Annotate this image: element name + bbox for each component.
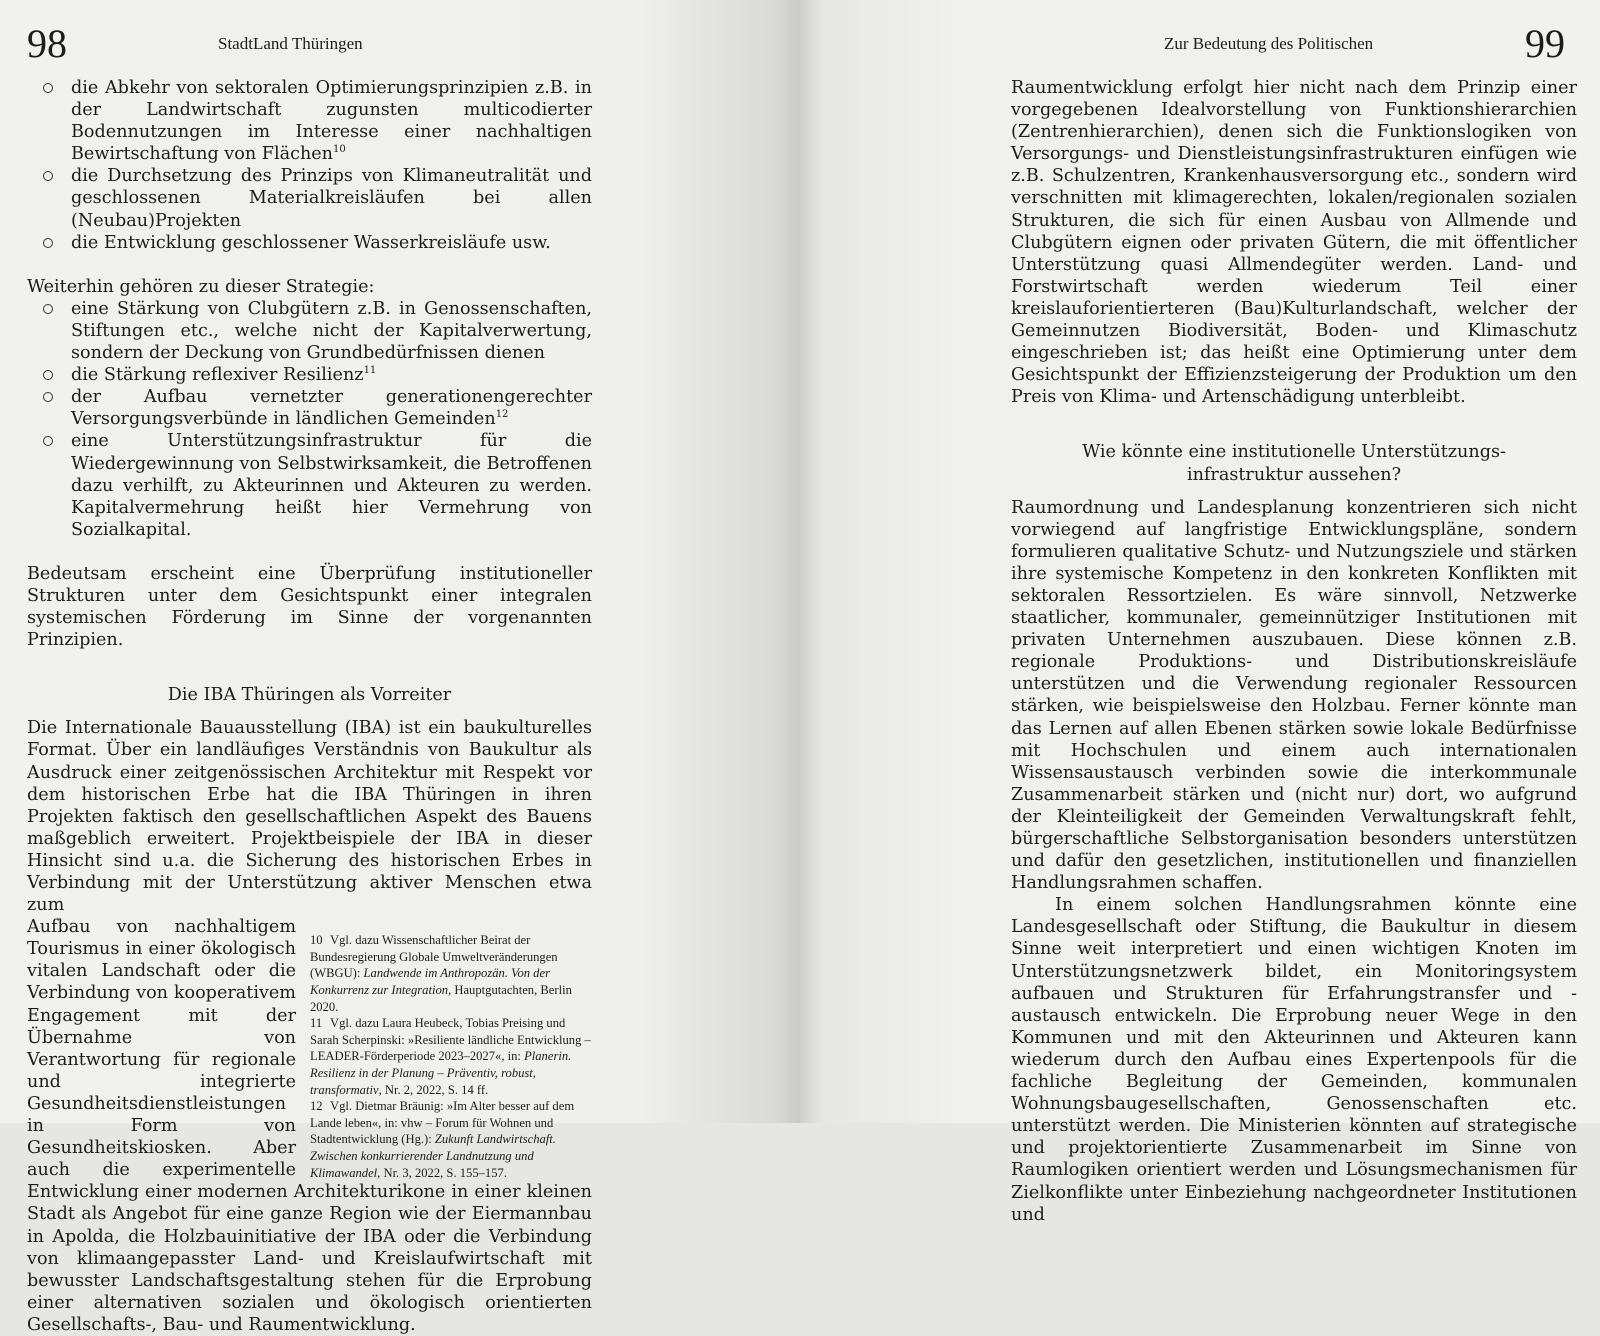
list-item: der Aufbau vernetzter generationengerechter Versorgungsverbünde in ländlichen Gemeinden$^{12}$ <box>27 386 592 430</box>
running-head-left: StadtLand Thüringen <box>218 34 363 53</box>
strategy-intro: Weiterhin gehören zu dieser Strategie: <box>27 276 375 297</box>
list-item: die Stärkung reflexiver Resilienz$^{11}$ <box>27 364 592 386</box>
paragraph: In einem solchen Handlungsrahmen könnte eine Landesgesellschaft oder Stiftung, die Baukultur in diesem Sinne weit interpretiert und einen wichtigen Knoten im Unterstützungsnetzwerk bildet, ein Monitoringsystem aufbauen und Strukturen für Erfahrungstransfer und -austausch entwickeln. Die Erprobung neuer Wege in den Kommunen und mit den Akteurinnen und Akteuren kann wiederum durch den Aufbau eines Expertenpools für die fachliche Begleitung der Gemeinden, kommunalen Wohnungsbaugesellschaften, Genossenschaften etc. unterstützt werden. Die Ministerien könnten auf strategische und projektorientierte Zusammenarbeit im Sinne von Raumlogiken orientiert werden und Lösungsmechanismen für Zielkonflikte unter Einbeziehung nachgeordneter Institutionen und <box>1011 895 1577 1225</box>
left-text-column <box>27 77 592 1336</box>
footnotes <box>310 916 592 1181</box>
list-item: die Durchsetzung des Prinzips von Klimaneutralität und geschlossenen Materialkreisläufen bei allen (Neubau)Projekten <box>27 165 592 231</box>
bullet-list-principles <box>27 77 592 254</box>
footnote-ref: 12 <box>495 409 509 421</box>
footnote: 11 Vgl. dazu Laura Heubeck, Tobias Preising und Sarah Scherpinski: »Resiliente ländliche Entwicklung – LEADER-Förderperiode 2023–2027«, in: Planerin. Resilienz in der Planung – Präventiv, robust, transformativ, Nr. 2, 2022, S. 14 ff. <box>310 1016 591 1097</box>
footnote: 12 Vgl. Dietmar Bräunig: »Im Alter besser auf dem Lande leben«, in: vhw – Forum für Wohnen und Stadtentwicklung (Hg.): Zukunft Landwirtschaft. Zwischen konkurrierender Landnutzung und Klimawandel, Nr. 3, 2022, S. 155–157. <box>310 1099 575 1180</box>
page-number-left: 98 <box>27 21 67 66</box>
paragraph: Raumordnung und Landesplanung konzentrieren sich nicht vorwiegend auf langfristige Entwicklungspläne, sondern formulieren qualitative Schutz- und Nutzungsziele und stärken ihre systemische Kompetenz in den konkreten Konflikten mit sektoralen Ressortzielen. Es wäre sinnvoll, Netzwerke staatlicher, kommunaler, gemeinnütziger Institutionen mit privaten Unternehmen auszubauen. Diese können z.B. regionale Produktions- und Distributionskreisläufe unterstützen und die Verwendung regionaler Ressourcen stärken, wie beispielsweise den Holzbau. Ferner könnte man das Lernen auf allen Ebenen stärken sowie lokale Bedürfnisse mit Hochschulen und einem auch internationalen Wissensaustausch verbinden sowie die interkommunale Zusammenarbeit stärken und (nicht nur) dort, wo aufgrund der Kleinteiligkeit der Gemeinden Verwaltungskraft fehlt, bürgerschaftliche Selbstorganisation besonders unterstützen und dafür den gesetzlichen, institutionellen und finanziellen Handlungsrahmen schaffen. <box>1011 497 1577 894</box>
paragraph: Bedeutsam erscheint eine Überprüfung institutioneller Strukturen unter dem Gesichtspunkt einer integralen systemischen Förderung im Sinne der vorgenannten Prinzipien. <box>27 563 592 651</box>
heading-line: infrastruktur aussehen? <box>1186 464 1402 485</box>
right-text-column <box>1011 77 1577 1226</box>
list-item: eine Stärkung von Clubgütern z.B. in Genossenschaften, Stiftungen etc., welche nicht der Kapitalverwertung, sondern der Deckung von Grundbedürfnissen dienen <box>27 298 592 364</box>
footnote: 10 Vgl. dazu Wissenschaftlicher Beirat der Bundesregierung Globale Umweltveränderungen (WBGU): Landwende im Anthropozän. Von der Konkurrenz zur Integration, Hauptgutachten, Berlin 2020. <box>310 933 572 1014</box>
iba-wrap-block <box>27 916 592 1336</box>
footnote-ref: 10 <box>333 144 346 156</box>
footnote-ref: 11 <box>363 365 377 377</box>
paragraph: Raumentwicklung erfolgt hier nicht nach dem Prinzip einer vorgegebenen Idealvorstellung von Funktionshierarchien (Zentrenhierarchien), denen sich die Funktionslogiken von Versorgungs- und Dienstleistungsinfrastrukturen einfügen wie z.B. Schulzentren, Krankenhausversorgung etc., sondern wird verschnitten mit klimagerechten, lokalen/regionalen sozialen Strukturen, die sich für einen Ausbau von Allmende und Clubgütern eignen oder privaten Gütern, die mit öffentlicher Unterstützung quasi Allmendegüter werden. Land- und Forstwirtschaft werden wiederum Teil einer kreislauforientierteren (Bau)Kulturlandschaft, welcher der Gemeinnutzen Biodiversität, Boden- und Klimaschutz eingeschrieben ist; das heißt eine Optimierung unter dem Gesichtspunkt der Effizienzsteigerung der Produktion um den Preis von Klima- und Artenschädigung unterbleibt. <box>1011 78 1577 408</box>
list-item: die Entwicklung geschlossener Wasserkreisläufe usw. <box>27 232 592 254</box>
paragraph-iba-bottom: Aufbau von nachhaltigem Tourismus in einer ökologisch vitalen Landschaft oder die Verbindung von kooperativem Engagement mit der Übernahme von Verantwortung für regionale und integrierte Gesundheitsdienstleistungen in Form von Gesundheitskiosken. Aber auch die experimentelle Entwicklung einer modernen Architekturikone in einer kleinen Stadt als Angebot für eine ganze Region wie der Eiermannbau in Apolda, die Holzbauinitiative der IBA oder die Verbindung von klimaangepasster Land- und Kreislaufwirtschaft mit bewusster Landschaftsgestaltung stehen für die Erprobung einer alternativen sozialen und ökologisch orientierten Gesellschafts-, Bau- und Raumentwicklung. <box>27 917 592 1335</box>
bullet-list-strategy <box>27 298 592 541</box>
section-heading-infrastructure <box>1011 441 1577 485</box>
heading-line: Wie könnte eine institutionelle Unterstützungs- <box>1082 442 1506 463</box>
page-number-right: 99 <box>1525 21 1565 66</box>
list-item: eine Unterstützungsinfrastruktur für die Wiedergewinnung von Selbstwirksamkeit, die Betroffenen dazu verhilft, zu Akteurinnen und Akteuren zu werden. Kapitalvermehrung heißt hier Vermehrung von Sozialkapital. <box>27 430 592 540</box>
section-heading-iba: Die IBA Thüringen als Vorreiter <box>167 685 452 706</box>
left-page <box>0 0 800 1335</box>
list-item: die Abkehr von sektoralen Optimierungsprinzipien z.B. in der Landwirtschaft zugunsten multicodierter Bodennutzungen im Interesse einer nachhaltigen Bewirtschaftung von Flächen$^{10}$ <box>27 77 592 165</box>
paragraph-iba-top: Die Internationale Bauausstellung (IBA) ist ein baukulturelles Format. Über ein landläufiges Verständnis von Baukultur als Ausdruck einer zeitgenössischen Architektur mit Respekt vor dem historischen Erbe hat die IBA Thüringen in ihren Projekten faktisch den gesellschaftlichen Aspekt des Bauens maßgeblich erweitert. Projektbeispiele der IBA in dieser Hinsicht sind u.a. die Sicherung des historischen Erbes in Verbindung mit der Unterstützung aktiver Menschen etwa zum <box>27 718 592 916</box>
running-head-right: Zur Bedeutung des Politischen <box>1164 34 1374 53</box>
